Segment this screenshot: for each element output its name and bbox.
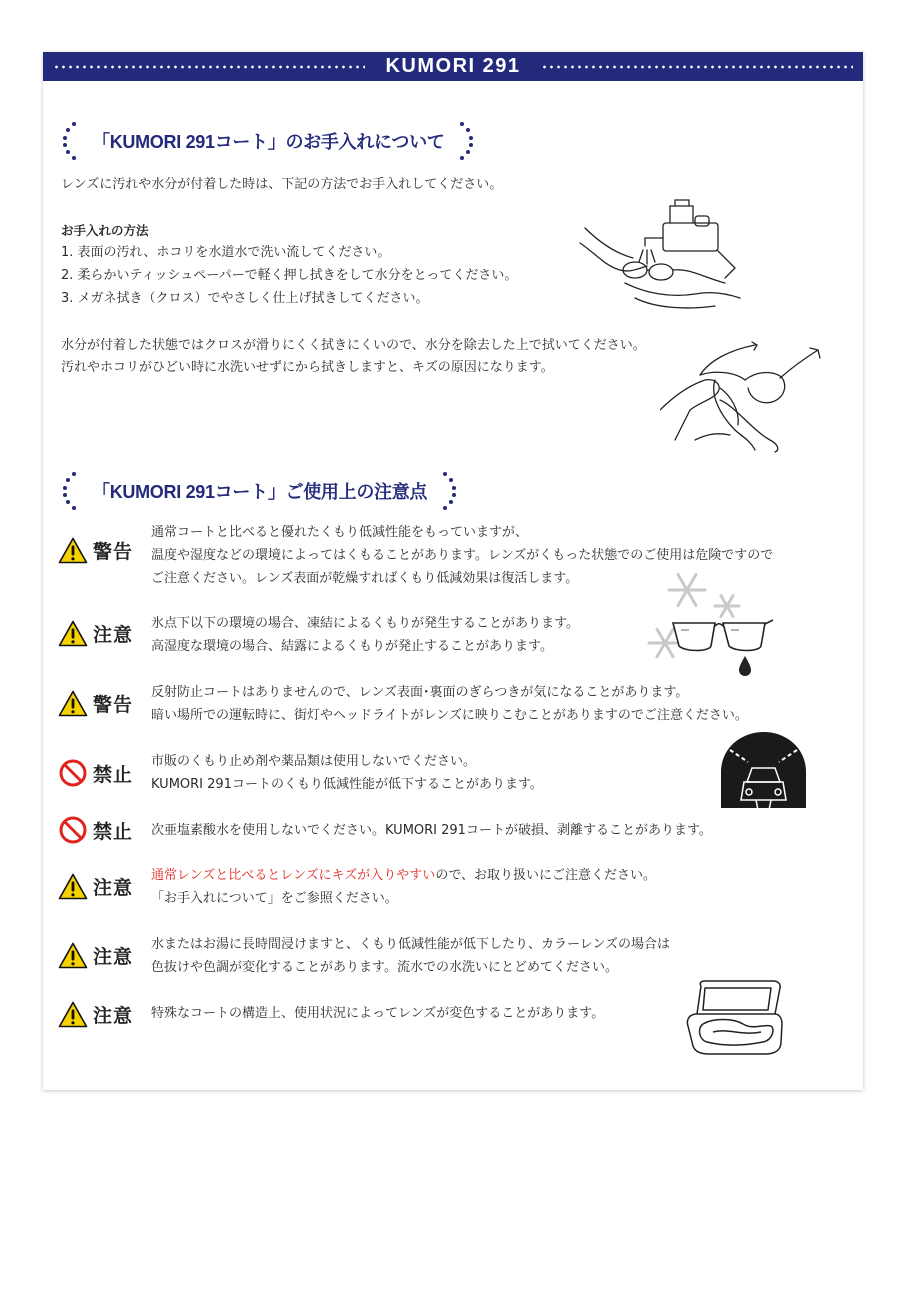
washing-glasses-illustration bbox=[575, 198, 745, 313]
notice-caution-2 bbox=[58, 620, 133, 647]
notice-5-line-1: 次亜塩素酸水を使用しないでください。KUMORI 291コートが破損、剥離することがあります。 bbox=[151, 823, 712, 838]
notice-label: 警告 bbox=[93, 695, 134, 716]
prohibited-icon bbox=[58, 815, 88, 845]
banner-dots-right bbox=[541, 65, 853, 69]
notice-6-red-part: 通常レンズと比べるとレンズにキズが入りやすい bbox=[151, 868, 436, 883]
notice-label: 注意 bbox=[93, 625, 134, 646]
care-step-3: 3. メガネ拭き（クロス）でやさしく仕上げ拭きしてください。 bbox=[61, 291, 429, 306]
care-section-title bbox=[62, 121, 474, 161]
caution-triangle-icon bbox=[58, 873, 88, 900]
care-note-2: 汚れやホコリがひどい時に水洗いせずにから拭きしますと、キズの原因になります。 bbox=[61, 360, 554, 375]
care-note-1: 水分が付着した状態ではクロスが滑りにくく拭きにくいので、水分を除去した上で拭いてください。 bbox=[61, 338, 646, 353]
bracket-dots-left-icon bbox=[62, 121, 82, 161]
caution-triangle-icon bbox=[58, 1001, 88, 1028]
night-driving-illustration bbox=[716, 730, 811, 812]
notice-1-line-1: 通常コートと比べると優れたくもり低減性能をもっていますが、 bbox=[151, 525, 529, 540]
notice-2-line-2: 高湿度な環境の場合、結露によるくもりが発止することがあります。 bbox=[151, 639, 553, 654]
notice-6-line-1 bbox=[151, 864, 656, 887]
warning-triangle-icon bbox=[58, 690, 88, 717]
glasses-case-illustration bbox=[683, 980, 788, 1055]
notice-label: 注意 bbox=[93, 878, 134, 899]
wiping-glasses-illustration bbox=[660, 340, 825, 455]
notice-warning-3 bbox=[58, 690, 133, 717]
notice-8-line-1: 特殊なコートの構造上、使用状況によってレンズが変色することがあります。 bbox=[151, 1006, 605, 1021]
notice-3-line-2: 暗い場所での運転時に、街灯やヘッドライトがレンズに映りこむことがありますのでご注意ください。 bbox=[151, 708, 748, 723]
notice-warning-1 bbox=[58, 537, 133, 564]
notice-caution-6 bbox=[58, 873, 133, 900]
usage-section-title bbox=[62, 471, 457, 511]
bracket-dots-right-icon bbox=[454, 121, 474, 161]
notice-prohibited-4 bbox=[58, 758, 133, 788]
notice-caution-8 bbox=[58, 1001, 133, 1028]
prohibited-icon bbox=[58, 758, 88, 788]
notice-4-red-line: 市販のくもり止め剤や薬品類は使用しないでください。 bbox=[151, 754, 477, 769]
notice-1-line-3: ご注意ください。レンズ表面が乾燥すればくもり低減効果は復活します。 bbox=[151, 571, 579, 586]
notice-label: 警告 bbox=[93, 542, 134, 563]
caution-triangle-icon bbox=[58, 620, 88, 647]
bracket-dots-right-icon bbox=[437, 471, 457, 511]
notice-caution-7 bbox=[58, 942, 133, 969]
notice-7-line-1: 水またはお湯に長時間浸けますと、くもり低減性能が低下したり、カラーレンズの場合は bbox=[151, 937, 671, 952]
notice-label: 禁止 bbox=[93, 821, 134, 843]
care-title-text: 「KUMORI 291コート」のお手入れについて bbox=[92, 132, 445, 152]
notice-label: 注意 bbox=[93, 1006, 134, 1027]
notice-3-line-1: 反射防止コートはありませんので、レンズ表面･裏面のぎらつきが気になることがあります。 bbox=[151, 685, 689, 700]
notice-2-line-1: 氷点下以下の環境の場合、凍結によるくもりが発生することがあります。 bbox=[151, 616, 579, 631]
brand-title: KUMORI 291 bbox=[385, 55, 521, 77]
fogged-glasses-snowflake-illustration bbox=[645, 568, 780, 678]
care-step-1: 1. 表面の汚れ、ホコリを水道水で洗い流してください。 bbox=[61, 245, 391, 260]
method-heading: お手入れの方法 bbox=[61, 223, 149, 238]
header-banner bbox=[43, 52, 863, 81]
notice-1-line-2: 温度や湿度などの環境によってはくもることがあります。レンズがくもった状態でのご使用は危険ですので bbox=[151, 548, 774, 563]
caution-triangle-icon bbox=[58, 942, 88, 969]
notice-4-line-1: KUMORI 291コートのくもり低減性能が低下することがあります。 bbox=[151, 777, 543, 792]
bracket-dots-left-icon bbox=[62, 471, 82, 511]
care-step-2: 2. 柔らかいティッシュペーパーで軽く押し拭きをして水分をとってください。 bbox=[61, 268, 518, 283]
notice-6-line-2: 「お手入れについて」をご参照ください。 bbox=[151, 891, 398, 906]
notice-label: 注意 bbox=[93, 947, 134, 968]
notice-label: 禁止 bbox=[93, 764, 134, 786]
notice-prohibited-5 bbox=[58, 815, 133, 845]
warning-triangle-icon bbox=[58, 537, 88, 564]
care-intro: レンズに汚れや水分が付着した時は、下記の方法でお手入れしてください。 bbox=[61, 177, 503, 192]
notice-6-rest-part: ので、お取り扱いにご注意ください。 bbox=[435, 868, 657, 883]
usage-title-text: 「KUMORI 291コート」ご使用上の注意点 bbox=[92, 482, 428, 502]
notice-7-line-2: 色抜けや色調が変化することがあります。流水での水洗いにとどめてください。 bbox=[151, 960, 618, 975]
